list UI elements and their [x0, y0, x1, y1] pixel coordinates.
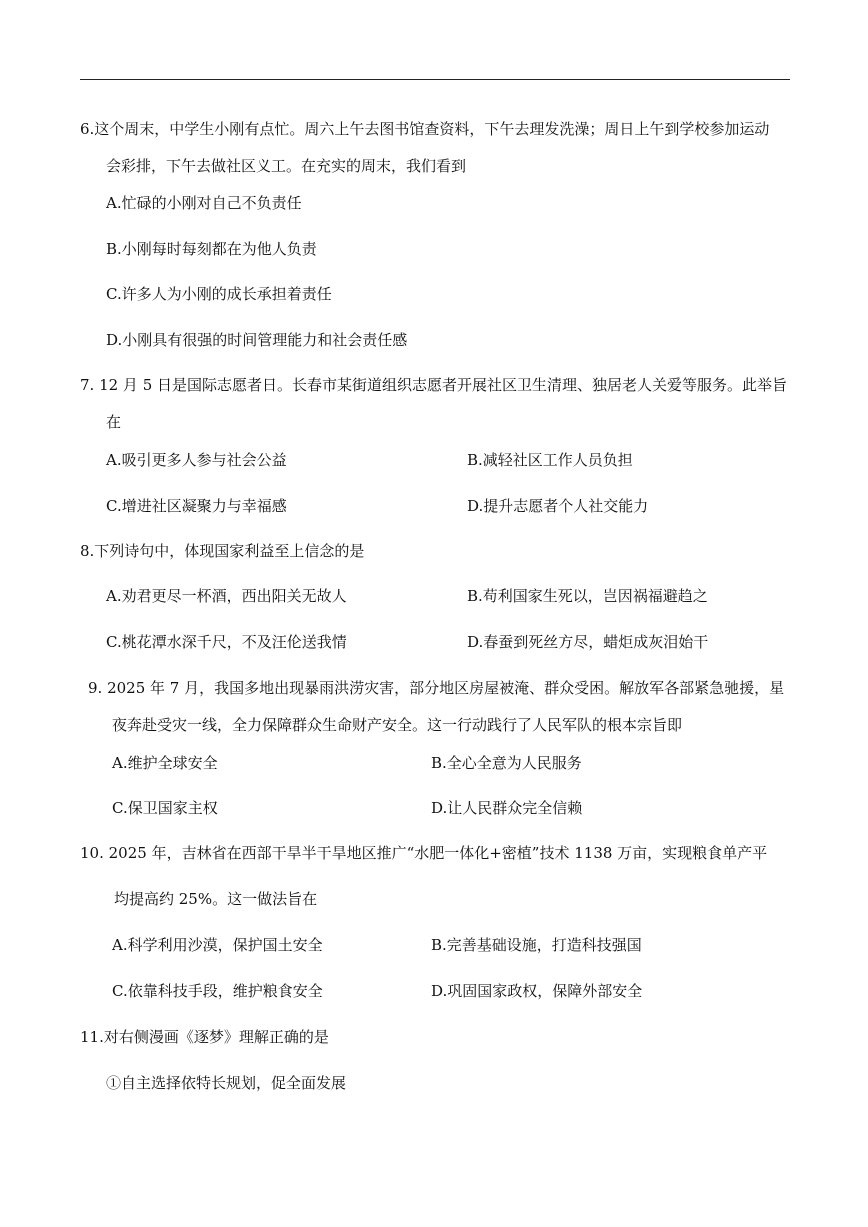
question-7-text: 7. 12 月 5 日是国际志愿者日。长春市某街道组织志愿者开展社区卫生清理、独居老人关爱等服务。此举旨 — [80, 376, 788, 394]
question-6-option-a: A.忙碌的小刚对自己不负责任 — [106, 194, 302, 212]
question-7-option-d: D.提升志愿者个人社交能力 — [467, 497, 649, 515]
question-8-option-a: A.劝君更尽一杯酒，西出阳关无故人 — [106, 587, 347, 605]
question-8-option-b: B.苟利国家生死以，岂因祸福避趋之 — [467, 587, 708, 605]
question-8-text: 8.下列诗句中，体现国家利益至上信念的是 — [80, 542, 365, 560]
question-10-text-cont: 均提高约 25%。这一做法旨在 — [114, 890, 318, 908]
question-9-option-b: B.全心全意为人民服务 — [431, 754, 582, 772]
question-11-option-1: ①自主选择依特长规划，促全面发展 — [106, 1074, 347, 1092]
question-8-option-d: D.春蚕到死丝方尽，蜡炬成灰泪始干 — [467, 633, 709, 651]
question-6-option-d: D.小刚具有很强的时间管理能力和社会责任感 — [106, 331, 408, 349]
question-9-text: 9. 2025 年 7 月，我国多地出现暴雨洪涝灾害，部分地区房屋被淹、群众受困。解放军各部紧急驰援，星 — [88, 679, 785, 697]
question-6-option-c: C.许多人为小刚的成长承担着责任 — [106, 285, 332, 303]
question-8-option-c: C.桃花潭水深千尺，不及汪伦送我情 — [106, 633, 347, 651]
question-9-text-cont: 夜奔赴受灾一线，全力保障群众生命财产安全。这一行动践行了人民军队的根本宗旨即 — [112, 716, 683, 734]
question-11-text: 11.对右侧漫画《逐梦》理解正确的是 — [80, 1028, 329, 1046]
question-7-option-b: B.减轻社区工作人员负担 — [467, 451, 633, 469]
question-7-option-c: C.增进社区凝聚力与幸福感 — [106, 497, 287, 515]
question-7-option-a: A.吸引更多人参与社会公益 — [106, 451, 287, 469]
question-9-option-c: C.保卫国家主权 — [112, 799, 218, 817]
question-9-option-a: A.维护全球安全 — [112, 754, 218, 772]
question-10-text: 10. 2025 年，吉林省在西部干旱半干旱地区推广“水肥一体化+密植”技术 1138 万亩，实现粮食单产平 — [80, 844, 768, 862]
question-6-option-b: B.小刚每时每刻都在为他人负责 — [106, 240, 317, 258]
question-10-option-c: C.依靠科技手段，维护粮食安全 — [112, 982, 323, 1000]
question-6-text: 6.这个周末，中学生小刚有点忙。周六上午去图书馆查资料，下午去理发洗澡；周日上午到学校参加运动 — [80, 120, 770, 138]
question-6-text-cont: 会彩排，下午去做社区义工。在充实的周末，我们看到 — [106, 157, 467, 175]
question-10-option-d: D.巩固国家政权，保障外部安全 — [431, 982, 643, 1000]
question-10-option-a: A.科学利用沙漠，保护国土安全 — [112, 936, 323, 954]
question-7-text-cont: 在 — [106, 413, 122, 431]
question-10-option-b: B.完善基础设施，打造科技强国 — [431, 936, 642, 954]
header-rule — [80, 79, 790, 80]
question-9-option-d: D.让人民群众完全信赖 — [431, 799, 583, 817]
